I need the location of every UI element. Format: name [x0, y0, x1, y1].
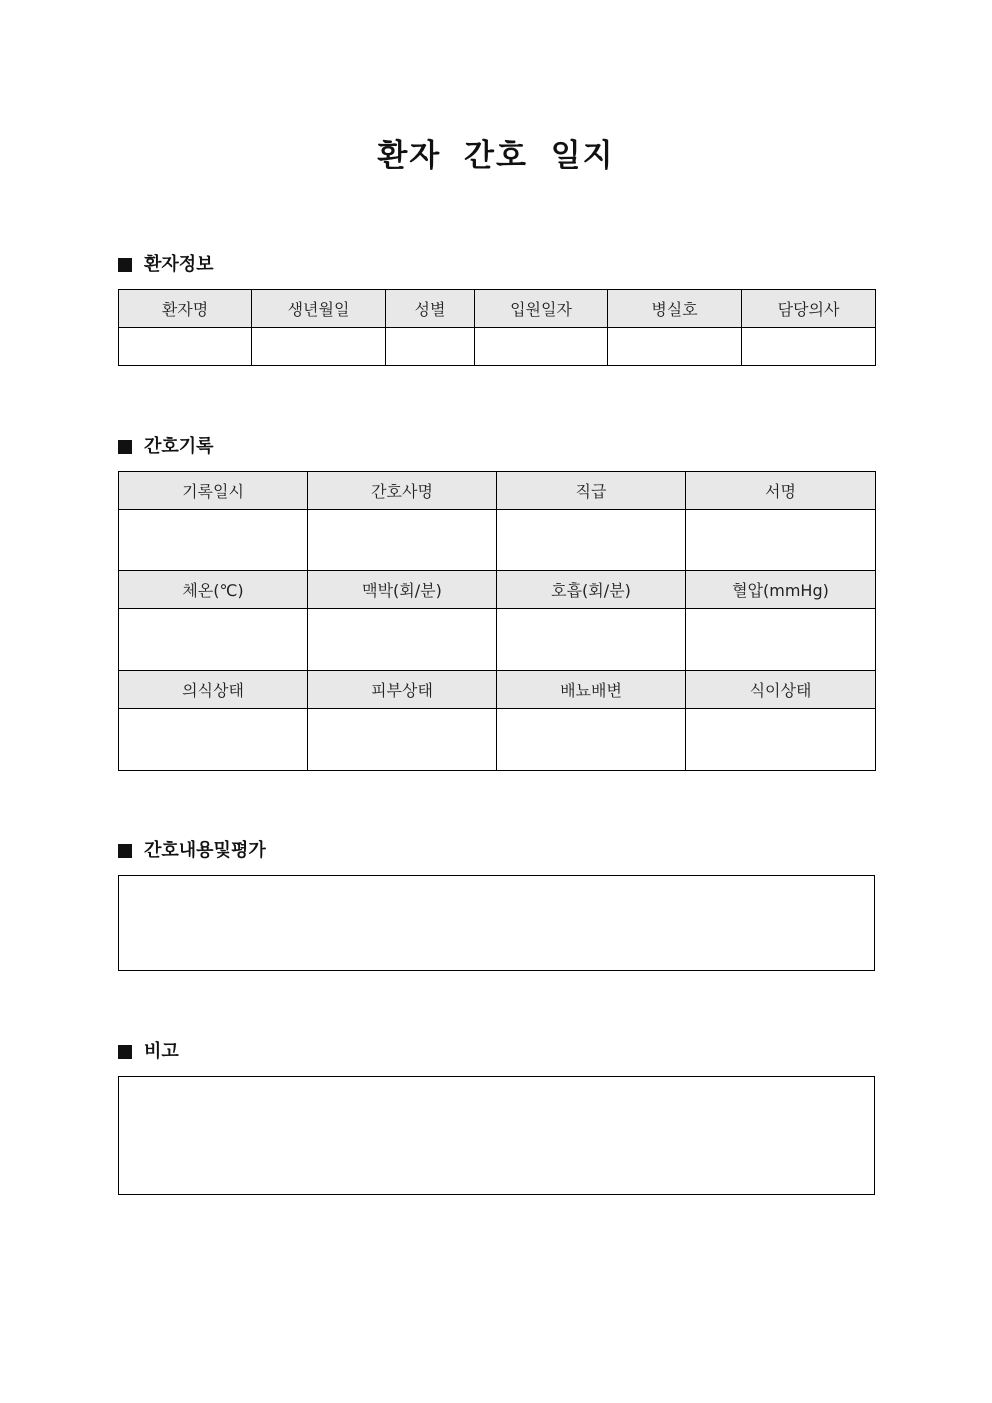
section-heading-nursing-record — [118, 435, 214, 459]
table-row — [119, 328, 876, 366]
signature-field[interactable] — [686, 510, 876, 571]
column-header: 담당의사 — [742, 290, 876, 328]
column-header: 의식상태 — [119, 671, 308, 709]
table-row — [119, 510, 876, 571]
temperature-field[interactable] — [119, 609, 308, 671]
nursing-record-table — [118, 471, 876, 771]
record-datetime-field[interactable] — [119, 510, 308, 571]
birth-date-field[interactable] — [252, 328, 386, 366]
patient-name-field[interactable] — [119, 328, 252, 366]
table-row — [119, 609, 876, 671]
table-header-row — [119, 671, 876, 709]
column-header: 환자명 — [119, 290, 252, 328]
section-heading-remarks — [118, 1040, 179, 1064]
table-header-row — [119, 290, 876, 328]
column-header: 식이상태 — [686, 671, 876, 709]
gender-field[interactable] — [386, 328, 475, 366]
section-heading-label: 간호내용및평가 — [144, 840, 266, 861]
column-header: 병실호 — [608, 290, 742, 328]
square-bullet-icon — [118, 1045, 132, 1059]
pulse-field[interactable] — [308, 609, 497, 671]
column-header: 기록일시 — [119, 472, 308, 510]
table-header-row — [119, 472, 876, 510]
column-header: 체온(℃) — [119, 571, 308, 609]
column-header: 혈압(mmHg) — [686, 571, 876, 609]
table-row — [119, 709, 876, 771]
section-heading-label: 환자정보 — [144, 254, 214, 275]
square-bullet-icon — [118, 440, 132, 454]
column-header: 생년월일 — [252, 290, 386, 328]
skin-condition-field[interactable] — [308, 709, 497, 771]
section-heading-nursing-content — [118, 839, 266, 863]
column-header: 간호사명 — [308, 472, 497, 510]
column-header: 직급 — [497, 472, 686, 510]
column-header: 피부상태 — [308, 671, 497, 709]
remarks-textarea[interactable] — [118, 1076, 875, 1195]
table-header-row — [119, 571, 876, 609]
admission-date-field[interactable] — [475, 328, 608, 366]
column-header: 호흡(회/분) — [497, 571, 686, 609]
consciousness-field[interactable] — [119, 709, 308, 771]
blood-pressure-field[interactable] — [686, 609, 876, 671]
position-field[interactable] — [497, 510, 686, 571]
square-bullet-icon — [118, 258, 132, 272]
section-heading-label: 간호기록 — [144, 436, 214, 457]
column-header: 맥박(회/분) — [308, 571, 497, 609]
nursing-content-textarea[interactable] — [118, 875, 875, 971]
column-header: 배뇨배변 — [497, 671, 686, 709]
column-header: 입원일자 — [475, 290, 608, 328]
section-heading-patient-info — [118, 253, 214, 277]
page-title: 환자 간호 일지 — [377, 138, 615, 174]
respiration-field[interactable] — [497, 609, 686, 671]
room-number-field[interactable] — [608, 328, 742, 366]
excretion-field[interactable] — [497, 709, 686, 771]
column-header: 서명 — [686, 472, 876, 510]
column-header: 성별 — [386, 290, 475, 328]
section-heading-label: 비고 — [144, 1041, 179, 1062]
attending-doctor-field[interactable] — [742, 328, 876, 366]
square-bullet-icon — [118, 844, 132, 858]
nurse-name-field[interactable] — [308, 510, 497, 571]
patient-info-table — [118, 289, 876, 366]
diet-condition-field[interactable] — [686, 709, 876, 771]
